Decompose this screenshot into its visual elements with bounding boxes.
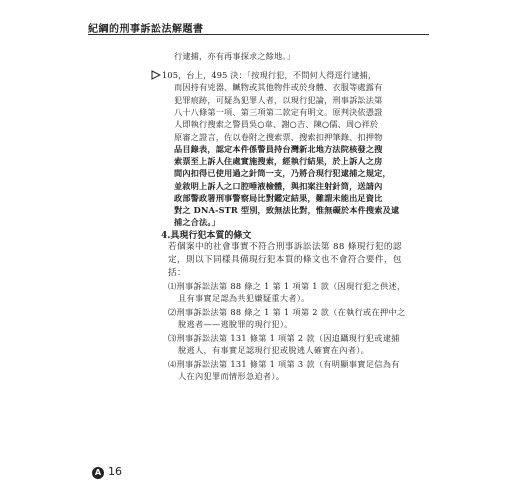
section-body-line: 定，則以下同樣具備現行犯本質的條文也不會符合要件，包 xyxy=(168,255,402,265)
quote-line: 而因持有兇器、贓物或其他物件或於身體、衣服等處露有 xyxy=(174,82,383,92)
quote-line-emphasis: 品目錄表，認定本件係警員持台灣新北地方法院核發之搜 xyxy=(174,144,383,154)
section-body-line: 若個案中的社會事實不符合刑事訴訟法第 88 條現行犯的認 xyxy=(168,242,402,252)
list-item: ⑶刑事訴訟法第 131 條第 1 項第 2 款（因追躡現行犯或逮捕 xyxy=(168,333,400,343)
quote-line-emphasis: 捕之合法。」 xyxy=(174,217,220,227)
quote-line-emphasis: 政部警政署刑事警察局比對鑑定結果，難謂未能出足資比 xyxy=(174,193,383,203)
running-header: 紀綱的刑事訴訟法解題書 xyxy=(88,24,204,35)
page-badge: A xyxy=(92,467,104,479)
quote-line-emphasis: 對之 DNA-STR 型別，致無法比對，惟無礙於本件搜索及逮 xyxy=(174,205,400,215)
quote-line: 105，台上，495 決：「按現行犯，不問何人得逕行逮捕， xyxy=(162,70,377,80)
quote-line-emphasis: 索票至上訴人住處實施搜索，經執行結果，於上訴人之房 xyxy=(174,156,383,166)
triangle-bullet-icon xyxy=(151,69,161,81)
quote-line-emphasis: 並敘明上訴人之口腔唾液檢體，與扣案注射針筒，送請內 xyxy=(174,181,383,191)
header-rule xyxy=(88,34,429,35)
quote-line-emphasis: 間內扣得已使用過之針筒一支，乃將合現行犯逮捕之規定， xyxy=(174,168,391,178)
quote-line: 八十八條第一項、第三項第二款定有明文。原判決依憑證 xyxy=(174,107,383,117)
list-item: ⑷刑事訴訟法第 131 條第 1 項第 3 款（有明顯事實足信為有 xyxy=(168,359,400,369)
quote-line: 人即執行搜索之警員吳○韋、謝○吉、陳○儒、周○祥於 xyxy=(174,119,379,129)
quote-lead-line: 行逮捕，亦有再事探求之餘地。」 xyxy=(174,51,295,61)
list-item: ⑴刑事訴訟法第 88 條之 1 第 1 項第 1 款（因現行犯之供述， xyxy=(168,281,406,291)
list-item: ⑵刑事訴訟法第 88 條之 1 第 1 項第 2 款（在執行或在押中之 xyxy=(168,307,406,317)
page-number: 16 xyxy=(108,465,122,478)
list-item-continuation: 且有事實足認為共犯嫌疑重大者）。 xyxy=(178,293,310,303)
list-item-continuation: 脫逃人，有事實足認現行犯或脫逃人確實在內者）。 xyxy=(178,345,370,355)
list-item-continuation: 脫逃者——逃脫罪的現行犯）。 xyxy=(178,319,293,329)
quote-line: 犯罪痕跡，可疑為犯罪人者，以現行犯論，刑事訴訟法第 xyxy=(174,95,383,105)
quote-line: 原審之證言，佐以卷附之搜索票、搜索扣押筆錄、扣押物 xyxy=(174,132,383,142)
section-body-line: 括： xyxy=(168,268,186,278)
section-heading: 4.具現行犯本質的條文 xyxy=(161,231,252,241)
list-item-continuation: 人在內犯罪而情形急迫者）。 xyxy=(178,371,285,381)
